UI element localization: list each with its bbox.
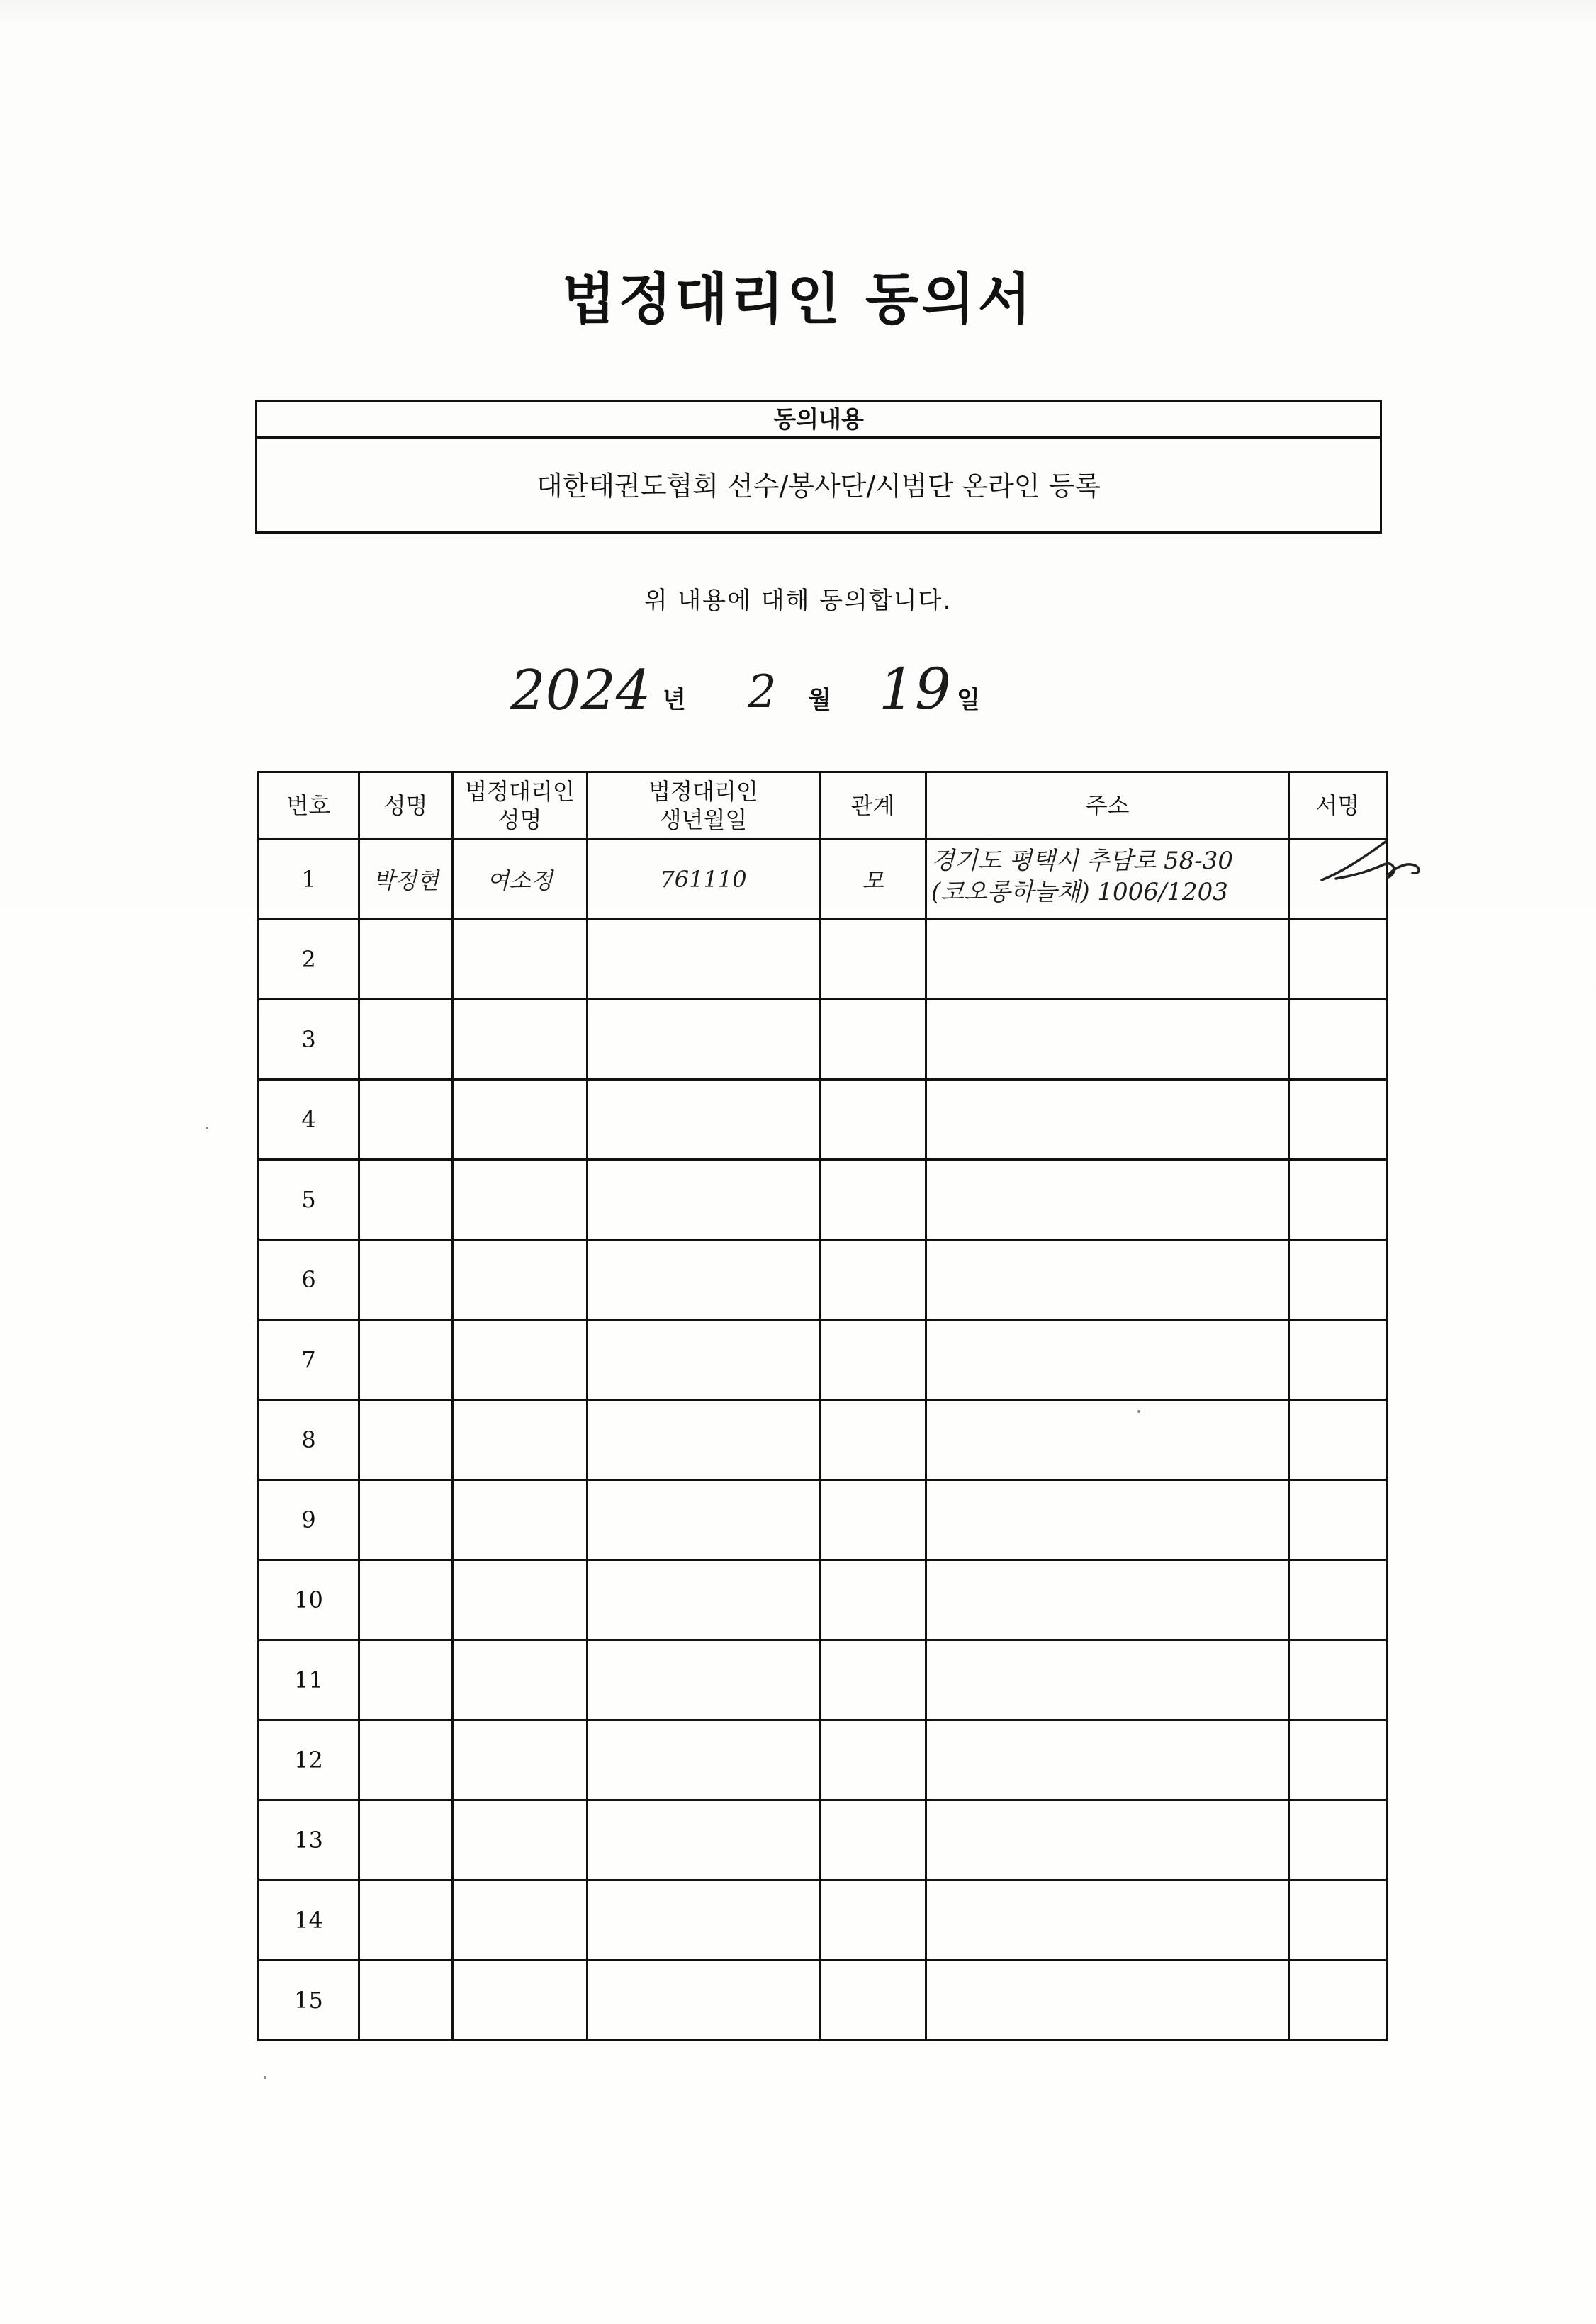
table-row [259,1800,1387,1880]
cell-address [926,1320,1289,1400]
cell-no: 13 [259,1800,359,1880]
cell-name [359,920,453,1000]
cell-no: 11 [259,1640,359,1720]
cell-no: 7 [259,1320,359,1400]
cell-name [359,1720,453,1800]
cell-no: 14 [259,1880,359,1961]
cell-name [359,1240,453,1320]
cell-no: 2 [259,920,359,1000]
cell-guardian-name [453,1400,588,1480]
roster-table [257,771,1388,2041]
cell-guardian-dob [588,920,820,1000]
cell-guardian-name [453,1800,588,1880]
cell-signature [1289,1320,1387,1400]
cell-guardian-name [453,1720,588,1800]
cell-signature [1289,1240,1387,1320]
header-address: 주소 [926,772,1289,840]
cell-signature [1289,1000,1387,1080]
cell-guardian-dob [588,1320,820,1400]
header-guardian-dob-line2: 생년월일 [659,806,748,833]
address-line2: (코오롱하늘채) 1006/1203 [931,878,1228,906]
header-relation: 관계 [820,772,926,840]
cell-guardian-name [453,1961,588,2041]
cell-no: 1 [259,840,359,920]
header-signature: 서명 [1289,772,1387,840]
table-row [259,1160,1387,1240]
cell-guardian-dob [588,1720,820,1800]
date-day-label: 일 [957,686,980,714]
cell-address [926,1240,1289,1320]
consent-box [255,400,1382,534]
cell-name [359,1560,453,1640]
cell-no: 4 [259,1080,359,1160]
cell-name [359,1480,453,1560]
table-row [259,840,1387,920]
table-row [259,1480,1387,1560]
cell-signature [1289,1640,1387,1720]
cell-guardian-name [453,1080,588,1160]
roster-body [259,840,1387,2041]
cell-relation [820,1000,926,1080]
cell-address [926,920,1289,1000]
cell-signature [1289,1400,1387,1480]
cell-name [359,1000,453,1080]
paper-speck [1137,1410,1140,1413]
cell-guardian-dob [588,1480,820,1560]
cell-address [926,1880,1289,1961]
cell-relation [820,1961,926,2041]
cell-guardian-dob [588,1400,820,1480]
cell-guardian-dob [588,1160,820,1240]
date-day: 19 [879,656,951,722]
cell-signature [1289,920,1387,1000]
table-row [259,1320,1387,1400]
cell-no: 15 [259,1961,359,2041]
agree-statement: 위 내용에 대해 동의합니다. [644,587,952,615]
cell-guardian-name [453,1640,588,1720]
cell-guardian-dob [588,1080,820,1160]
cell-address [926,1800,1289,1880]
cell-relation [820,1480,926,1560]
cell-name [359,1640,453,1720]
cell-guardian-name [453,1320,588,1400]
cell-relation [820,1880,926,1961]
cell-guardian-name [453,920,588,1000]
cell-relation [820,1400,926,1480]
cell-no: 3 [259,1000,359,1080]
cell-signature [1289,1961,1387,2041]
cell-no: 9 [259,1480,359,1560]
table-row [259,1880,1387,1961]
paper-speck [206,1127,208,1129]
cell-address [926,1560,1289,1640]
table-row [259,1240,1387,1320]
consent-header: 동의내용 [257,402,1380,439]
cell-relation [820,1160,926,1240]
consent-body: 대한태권도협회 선수/봉사단/시범단 온라인 등록 [536,470,1101,502]
cell-signature [1289,1080,1387,1160]
cell-address [926,1640,1289,1720]
cell-relation [820,1080,926,1160]
address-line1: 경기도 평택시 추담로 58-30 [931,847,1234,875]
page-title: 법정대리인 동의서 [562,268,1034,332]
date-row [496,656,1035,737]
date-month: 2 [748,666,777,718]
cell-address [926,1400,1289,1480]
cell-no: 12 [259,1720,359,1800]
table-row [259,1560,1387,1640]
cell-relation [820,1240,926,1320]
cell-address [926,1000,1289,1080]
cell-address [926,1961,1289,2041]
cell-signature [1289,1560,1387,1640]
cell-relation [820,1320,926,1400]
header-no: 번호 [259,772,359,840]
signature-scribble [1315,836,1428,893]
table-row [259,1080,1387,1160]
header-guardian-name-line1: 법정대리인 [465,778,575,805]
cell-guardian-name [453,1560,588,1640]
cell-guardian-name [453,1240,588,1320]
header-guardian-name [453,772,588,840]
header-guardian-dob [588,772,820,840]
cell-name [359,1880,453,1961]
cell-no: 5 [259,1160,359,1240]
cell-address [926,1080,1289,1160]
cell-signature [1289,1880,1387,1961]
cell-address [926,1720,1289,1800]
table-row [259,1000,1387,1080]
address-handwriting [927,845,1288,908]
header-name: 성명 [359,772,453,840]
cell-address [926,840,1289,920]
cell-guardian-name [453,1160,588,1240]
table-row [259,1400,1387,1480]
date-year-label: 년 [663,686,686,714]
cell-guardian-name [453,1000,588,1080]
cell-relation [820,1560,926,1640]
cell-guardian-name [453,1880,588,1961]
cell-name [359,1800,453,1880]
table-header-row [259,772,1387,840]
table-row [259,1640,1387,1720]
cell-no: 6 [259,1240,359,1320]
cell-guardian-dob [588,1880,820,1961]
table-row [259,920,1387,1000]
cell-name [359,1080,453,1160]
cell-guardian-dob [588,1640,820,1720]
cell-signature [1289,1480,1387,1560]
cell-guardian-dob: 761110 [588,840,820,920]
cell-signature [1289,1160,1387,1240]
cell-relation [820,1640,926,1720]
date-year: 2024 [510,659,651,723]
cell-name [359,1961,453,2041]
cell-signature [1289,1720,1387,1800]
header-guardian-dob-line1: 법정대리인 [648,778,758,805]
cell-name [359,1400,453,1480]
table-row [259,1961,1387,2041]
cell-guardian-name [453,1480,588,1560]
cell-relation [820,920,926,1000]
cell-guardian-dob [588,1000,820,1080]
cell-no: 10 [259,1560,359,1640]
cell-signature [1289,1800,1387,1880]
cell-relation: 모 [820,840,926,920]
cell-guardian-dob [588,1961,820,2041]
cell-guardian-dob [588,1800,820,1880]
cell-name: 박정현 [359,840,453,920]
cell-relation [820,1720,926,1800]
cell-guardian-dob [588,1560,820,1640]
cell-guardian-dob [588,1240,820,1320]
paper-speck [264,2076,266,2079]
cell-name [359,1160,453,1240]
cell-relation [820,1800,926,1880]
table-row [259,1720,1387,1800]
cell-name [359,1320,453,1400]
header-guardian-name-line2: 성명 [498,806,542,833]
cell-address [926,1160,1289,1240]
cell-no: 8 [259,1400,359,1480]
cell-address [926,1480,1289,1560]
date-month-label: 월 [808,686,831,714]
cell-guardian-name: 여소정 [453,840,588,920]
